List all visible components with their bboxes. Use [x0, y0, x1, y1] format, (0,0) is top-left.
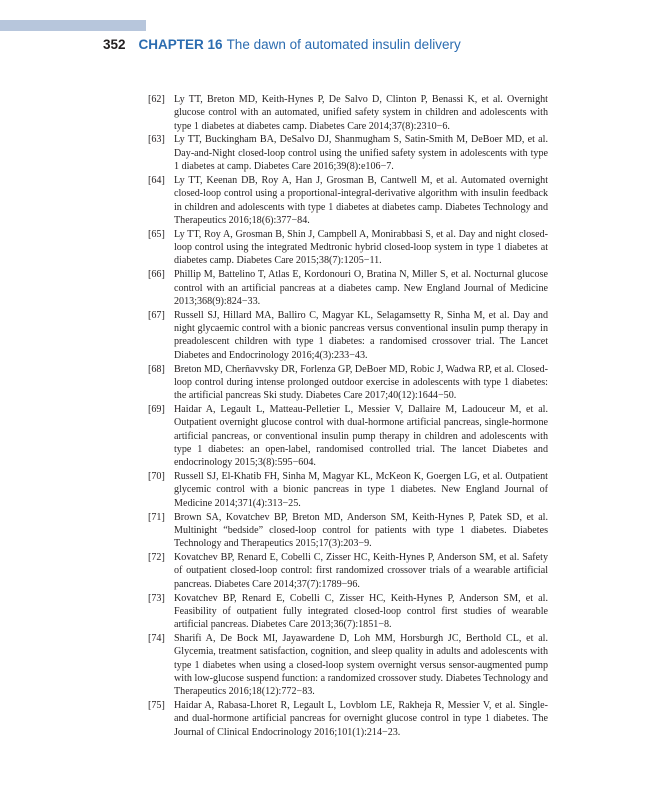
reference-number: [63]	[148, 134, 165, 146]
reference-text: Haidar A, Rabasa-Lhoret R, Legault L, Lovblom LE, Rakheja R, Messier V, et al. Single-and dual-hormone artificial pancreas for overnight glucose control in type 1 diabetes. The Journal of Clinical Endocrinology 2016;101(1):214−23.	[174, 700, 548, 738]
reference-text: Breton MD, Cherñavvsky DR, Forlenza GP, DeBoer MD, Robic J, Wadwa RP, et al. Closed-loop control during intense prolonged outdoor exercise in adolescents with type 1 diabetes: the artificial pancreas Ski study. Diabetes Care 2017;40(12):1644−50.	[174, 363, 548, 402]
reference-number: [66]	[148, 269, 165, 281]
reference-item	[148, 551, 548, 591]
reference-item	[148, 268, 548, 308]
reference-number: [73]	[148, 592, 165, 604]
reference-item	[148, 511, 548, 551]
reference-item	[148, 309, 548, 362]
reference-item	[148, 470, 548, 510]
reference-item	[148, 363, 548, 403]
reference-item	[148, 174, 548, 227]
reference-text: Russell SJ, Hillard MA, Balliro C, Magyar KL, Selagamsetty R, Sinha M, et al. Day and night glycaemic control with a bionic pancreas versus conventional insulin pump therapy in preadolescent children with type 1 diabetes: a randomised crossover trial. The Lancet Diabetes and Endocrinology 2016;4(3):233−43.	[174, 309, 548, 361]
reference-number: [74]	[148, 633, 165, 644]
reference-number: [64]	[148, 174, 165, 186]
reference-number: [70]	[148, 471, 165, 483]
reference-text: Haidar A, Legault L, Matteau-Pelletier L, Messier V, Dallaire M, Ladouceur M, et al. Outpatient overnight glucose control with dual-hormone artificial pancreas, single-hormone artificial pancreas, or conventional insulin pump therapy in children and adolescents with type 1 diabetes: an open-label, randomised controlled trial. The lancet Diabetes and endocrinology 2015;3(8):595−604.	[174, 403, 548, 469]
reference-number: [71]	[148, 511, 165, 523]
reference-text: Ly TT, Buckingham BA, DeSalvo DJ, Shanmugham S, Satin-Smith M, DeBoer MD, et al. Day-and-Night closed-loop control using the unified safety system in adolescents with type 1 diabetes at camp. Diabetes Care 2016;39(8):e106−7.	[174, 134, 548, 173]
running-header	[103, 37, 461, 53]
reference-text: Russell SJ, El-Khatib FH, Sinha M, Magyar KL, McKeon K, Goergen LG, et al. Outpatient glycemic control with a bionic pancreas in type 1 diabetes. New England Journal of Medicine 2014;371(4):313−25.	[174, 471, 548, 509]
reference-text: Sharifi A, De Bock MI, Jayawardene D, Loh MM, Horsburgh JC, Berthold CL, et al. Glycemia, treatment satisfaction, cognition, and sleep quality in adults and adolescents with type 1 diabetes when using a closed-loop system overnight versus sensor-augmented pump with low-glucose suspend function: a randomized crossover study. Diabetes Technology and Therapeutics 2016;18(12):772−83.	[174, 633, 548, 698]
reference-text: Ly TT, Roy A, Grosman B, Shin J, Campbell A, Monirabbasi S, et al. Day and night closed-loop control using the integrated Medtronic hybrid closed-loop system in type 1 diabetes at diabetes camp. Diabetes Care 2015;38(7):1205−11.	[174, 228, 548, 267]
chapter-title: The dawn of automated insulin delivery	[226, 37, 461, 52]
reference-item	[148, 403, 548, 469]
reference-number: [67]	[148, 309, 165, 321]
reference-text: Brown SA, Kovatchev BP, Breton MD, Anderson SM, Keith-Hynes P, Patek SD, et al. Multinight “bedside” closed-loop control for patients with type 1 diabetes. Diabetes Technology and Therapeutics 2015;17(3):203−9.	[174, 511, 548, 550]
reference-list	[148, 93, 548, 740]
reference-number: [68]	[148, 363, 165, 375]
reference-item	[148, 632, 548, 698]
reference-item	[148, 133, 548, 173]
reference-text: Ly TT, Breton MD, Keith-Hynes P, De Salvo D, Clinton P, Benassi K, et al. Overnight glucose control with an automated, unified safety system in children and adolescents with type 1 diabetes at diabetes camp. Diabetes Care 2014;37(8):2310−6.	[174, 94, 548, 132]
reference-text: Phillip M, Battelino T, Atlas E, Kordonouri O, Bratina N, Miller S, et al. Nocturnal glucose control with an artificial pancreas at a diabetes camp. New England Journal of Medicine 2013;368(9):824−33.	[174, 269, 548, 307]
page-number: 352	[103, 37, 126, 52]
reference-text: Ly TT, Keenan DB, Roy A, Han J, Grosman B, Cantwell M, et al. Automated overnight closed-loop control using a proportional-integral-derivative algorithm with insulin feedback in children and adolescents with type 1 diabetes at diabetes camp. Diabetes Technology and Therapeutics 2016;18(6):377−84.	[174, 174, 548, 226]
header-color-bar	[0, 20, 146, 31]
reference-text: Kovatchev BP, Renard E, Cobelli C, Zisser HC, Keith-Hynes P, Anderson SM, et al. Safety of outpatient closed-loop control: first randomized crossover trials of a wearable artificial pancreas. Diabetes Care 2014;37(7):1789−96.	[174, 552, 548, 590]
chapter-label: CHAPTER 16	[138, 37, 223, 52]
reference-item	[148, 228, 548, 268]
reference-text: Kovatchev BP, Renard E, Cobelli C, Zisser HC, Keith-Hynes P, Anderson SM, et al. Feasibility of outpatient fully integrated closed-loop control first studies of wearable artificial pancreas. Diabetes Care 2013;36(7):1851−8.	[174, 592, 548, 631]
reference-number: [75]	[148, 700, 165, 712]
reference-number: [69]	[148, 403, 165, 415]
reference-item	[148, 93, 548, 133]
reference-item	[148, 699, 548, 739]
reference-number: [62]	[148, 94, 165, 105]
reference-number: [72]	[148, 552, 165, 564]
reference-number: [65]	[148, 228, 165, 240]
reference-item	[148, 592, 548, 632]
